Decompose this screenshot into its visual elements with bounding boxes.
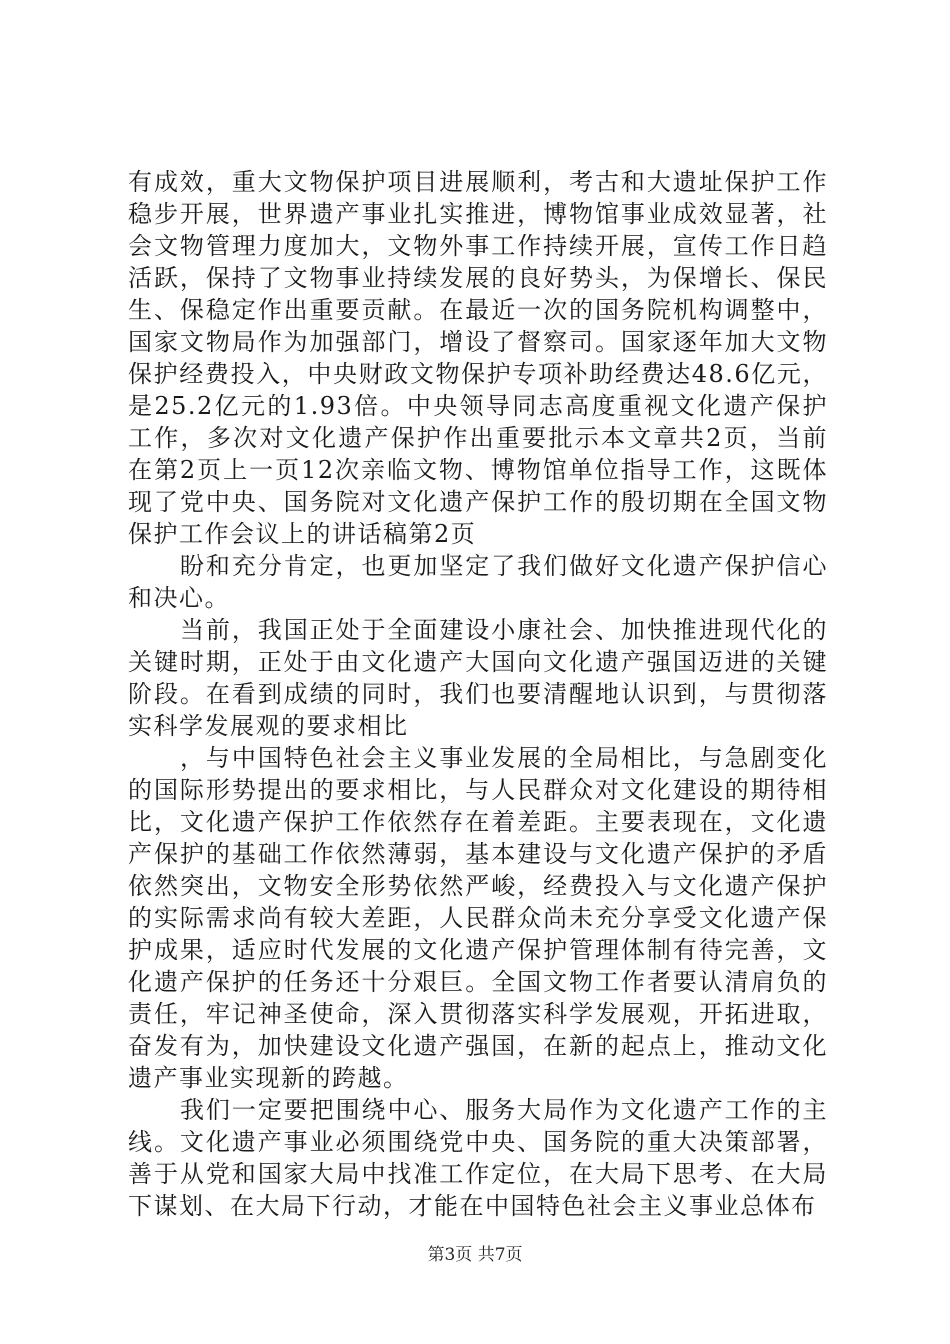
paragraph-5: 我们一定要把围绕中心、服务大局作为文化遗产工作的主线。文化遗产事业必须围绕党中央、国务院的重大决策部署，善于从党和国家大局中找准工作定位，在大局下思考、在大局下谋划、在大局下行动，才能在中国特色社会主义事业总体布: [128, 1096, 828, 1220]
page-footer: 第3页 共7页: [427, 1245, 523, 1265]
paragraph-3: 当前，我国正处于全面建设小康社会、加快推进现代化的关键时期，正处于由文化遗产大国向文化遗产强国迈进的关键阶段。在看到成绩的同时，我们也要清醒地认识到，与贯彻落实科学发展观的要求相比: [128, 616, 828, 740]
paragraph-1: 有成效，重大文物保护项目进展顺利，考古和大遗址保护工作稳步开展，世界遗产事业扎实推进，博物馆事业成效显著，社会文物管理力度加大，文物外事工作持续开展，宣传工作日趋活跃，保持了文物事业持续发展的良好势头，为保增长、保民生、保稳定作出重要贡献。在最近一次的国务院机构调整中，国家文物局作为加强部门，增设了督察司。国家逐年加大文物保护经费投入，中央财政文物保护专项补助经费达48.6亿元，是25.2亿元的1.93倍。中央领导同志高度重视文化遗产保护工作，多次对文化遗产保护作出重要批示本文章共2页，当前在第2页上一页12次亲临文物、博物馆单位指导工作，这既体现了党中央、国务院对文化遗产保护工作的殷切期在全国文物保护工作会议上的讲话稿第2页: [128, 168, 828, 548]
document-body: [128, 166, 828, 1222]
paragraph-4: ，与中国特色社会主义事业发展的全局相比，与急剧变化的国际形势提出的要求相比，与人民群众对文化建设的期待相比，文化遗产保护工作依然存在着差距。主要表现在，文化遗产保护的基础工作依然薄弱，基本建设与文化遗产保护的矛盾依然突出，文物安全形势依然严峻，经费投入与文化遗产保护的实际需求尚有较大差距，人民群众尚未充分享受文化遗产保护成果，适应时代发展的文化遗产保护管理体制有待完善，文化遗产保护的任务还十分艰巨。全国文物工作者要认清肩负的责任，牢记神圣使命，深入贯彻落实科学发展观，开拓进取，奋发有为，加快建设文化遗产强国，在新的起点上，推动文化遗产事业实现新的跨越。: [128, 744, 828, 1092]
paragraph-2: 盼和充分肯定，也更加坚定了我们做好文化遗产保护信心和决心。: [128, 552, 828, 612]
